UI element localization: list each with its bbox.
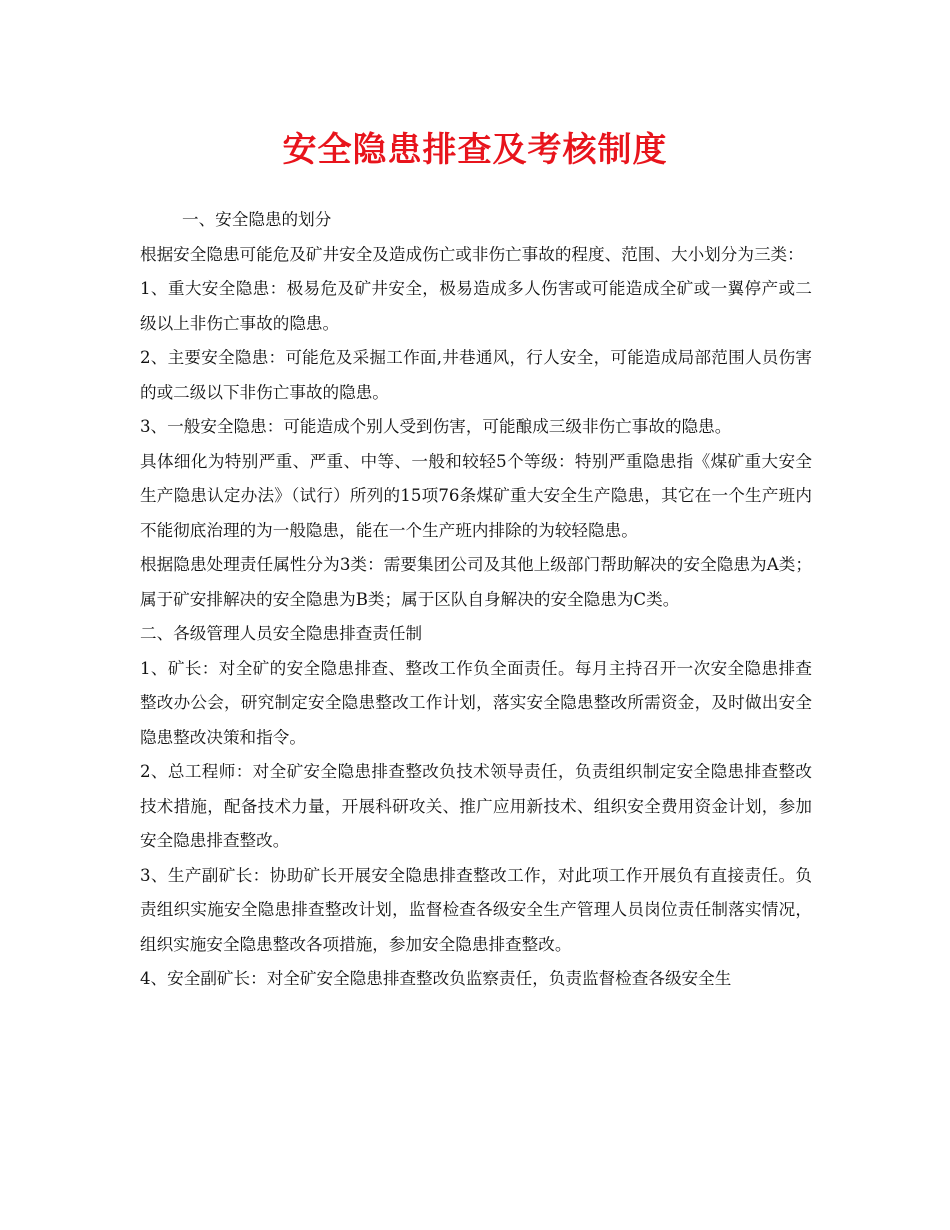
paragraph: 根据安全隐患可能危及矿井安全及造成伤亡或非伤亡事故的程度、范围、大小划分为三类： xyxy=(140,244,804,264)
paragraph: 根据隐患处理责任属性分为3类：需要集团公司及其他上级部门帮助解决的安全隐患为A类；属于矿安排解决的安全隐患为B类；属于区队自身解决的安全隐患为C类。 xyxy=(140,555,812,609)
paragraph: 1、矿长：对全矿的安全隐患排查、整改工作负全面责任。每月主持召开一次安全隐患排查整改办公会，研究制定安全隐患整改工作计划，落实安全隐患整改所需资金，及时做出安全隐患整改决策和指令。 xyxy=(140,658,812,747)
section-heading-2: 二、各级管理人员安全隐患排查责任制 xyxy=(140,624,423,643)
paragraph: 1、重大安全隐患：极易危及矿井安全，极易造成多人伤害或可能造成全矿或一翼停产或二级以上非伤亡事故的隐患。 xyxy=(140,279,812,333)
paragraph: 3、生产副矿长：协助矿长开展安全隐患排查整改工作，对此项工作开展负有直接责任。负责组织实施安全隐患排查整改计划，监督检查各级安全生产管理人员岗位责任制落实情况，组织实施安全隐患整改各项措施，参加安全隐患排查整改。 xyxy=(140,865,812,954)
document-body xyxy=(140,203,812,997)
paragraph: 2、主要安全隐患：可能危及采掘工作面,井巷通风，行人安全，可能造成局部范围人员伤害的或二级以下非伤亡事故的隐患。 xyxy=(140,348,812,402)
paragraph: 4、安全副矿长：对全矿安全隐患排查整改负监察责任，负责监督检查各级安全生 xyxy=(140,969,732,988)
document-title: 安全隐患排查及考核制度 xyxy=(282,130,668,170)
paragraph: 3、一般安全隐患：可能造成个别人受到伤害，可能酿成三级非伤亡事故的隐患。 xyxy=(140,417,732,436)
section-heading-1: 一、安全隐患的划分 xyxy=(182,210,332,229)
paragraph: 具体细化为特别严重、严重、中等、一般和较轻5个等级：特别严重隐患指《煤矿重大安全生产隐患认定办法》（试行）所列的15项76条煤矿重大安全生产隐患，其它在一个生产班内不能彻底治理的为一般隐患，能在一个生产班内排除的为较轻隐患。 xyxy=(140,451,812,540)
paragraph: 2、总工程师：对全矿安全隐患排查整改负技术领导责任，负责组织制定安全隐患排查整改技术措施，配备技术力量，开展科研攻关、推广应用新技术、组织安全费用资金计划，参加安全隐患排查整改。 xyxy=(140,762,812,850)
